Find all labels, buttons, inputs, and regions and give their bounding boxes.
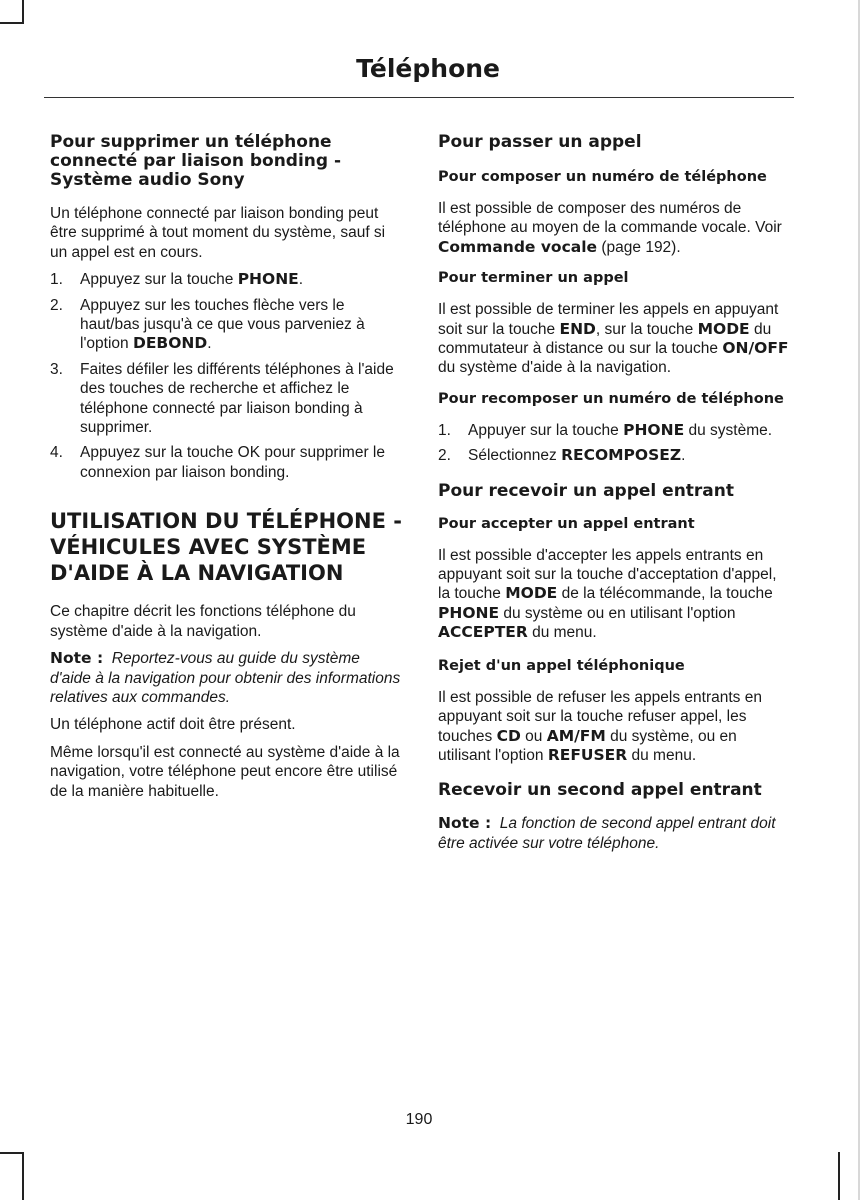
crop-mark-bottom-left <box>22 1152 24 1200</box>
step-number: 1. <box>50 271 63 289</box>
active-phone-text: Un téléphone actif doit être présent. <box>50 716 296 734</box>
crop-mark-top-left <box>22 0 24 24</box>
section-heading-make-call: Pour passer un appel <box>438 132 642 152</box>
compose-text: Il est possible de composer des numéros de téléphone au moyen de la commande vocale. Voir Commande vocale (page 192). <box>438 200 782 256</box>
subheading-accept: Pour accepter un appel entrant <box>438 515 695 532</box>
crop-mark-bottom-right <box>838 1152 840 1200</box>
end-call-text: Il est possible de terminer les appels en appuyant soit sur la touche END, sur la touche MODE du commutateur à distance ou sur la touche ON/OFF du système d'aide à la navigation. <box>438 301 789 377</box>
right-column <box>438 133 790 853</box>
crop-mark-right-edge <box>858 0 860 1200</box>
redial-steps-list <box>438 421 790 466</box>
note-label: Note : <box>50 649 104 668</box>
title-divider <box>44 97 794 98</box>
subheading-end-call: Pour terminer un appel <box>438 270 629 287</box>
accept-call-text: Il est possible d'accepter les appels entrants en appuyant soit sur la touche d'acceptation d'appel, la touche MODE de la télécommande, la touche PHONE du système ou en utilisant l'option ACCEPTER du menu. <box>438 546 777 642</box>
step-number: 3. <box>50 360 63 378</box>
section-heading-delete-phone: Pour supprimer un téléphone connecté par liaison bonding - Système audio Sony <box>50 132 342 190</box>
note-label: Note : <box>438 814 492 833</box>
step-number: 2. <box>50 296 63 314</box>
subheading-redial: Pour recomposer un numéro de téléphone <box>438 390 784 407</box>
list-item: 2. Appuyez sur les touches flèche vers le haut/bas jusqu'à ce que vous parveniez à l'option DEBOND. <box>50 296 365 353</box>
page-number: 190 <box>405 1111 433 1128</box>
note-navigation-guide: Note : Reportez-vous au guide du système d'aide à la navigation pour obtenir des informations relatives aux commandes. <box>50 649 401 706</box>
note-second-call: Note : La fonction de second appel entrant doit être activée sur votre téléphone. <box>438 814 776 852</box>
left-column <box>50 133 402 801</box>
page-title: Téléphone <box>356 54 500 83</box>
list-item: 3. Faites défiler les différents téléphones à l'aide des touches de recherche et affichez le téléphone connecté par liaison bonding à supprimer. <box>50 360 394 437</box>
step-number: 4. <box>50 444 63 462</box>
chapter-intro: Ce chapitre décrit les fonctions téléphone du système d'aide à la navigation. <box>50 603 356 640</box>
section-heading-receive-call: Pour recevoir un appel entrant <box>438 480 735 501</box>
list-item: 1. Appuyer sur la touche PHONE du système. <box>438 420 773 439</box>
step-number: 1. <box>438 421 451 439</box>
list-item: 1. Appuyez sur la touche PHONE. <box>50 270 304 289</box>
cross-reference-voice-command: Commande vocale <box>438 237 598 256</box>
connected-phone-text: Même lorsqu'il est connecté au système d'aide à la navigation, votre téléphone peut encore être utilisé de la manière habituelle. <box>50 743 400 800</box>
delete-steps-list <box>50 270 402 482</box>
section-heading-second-call: Recevoir un second appel entrant <box>438 780 762 801</box>
subheading-compose: Pour composer un numéro de téléphone <box>438 169 767 185</box>
crop-mark-top-left-h <box>0 22 24 24</box>
reject-call-text: Il est possible de refuser les appels entrants en appuyant soit sur la touche refuser appel, les touches CD ou AM/FM du système, ou en utilisant l'option REFUSER du menu. <box>438 688 762 764</box>
crop-mark-bottom-left-h <box>0 1152 24 1154</box>
chapter-heading-navigation-phone: UTILISATION DU TÉLÉPHONE - VÉHICULES AVEC SYSTÈME D'AIDE À LA NAVIGATION <box>50 509 402 586</box>
delete-intro: Un téléphone connecté par liaison bonding peut être supprimé à tout moment du système, sauf si un appel est en cours. <box>50 205 386 261</box>
list-item: 4. Appuyez sur la touche OK pour supprimer le connexion par liaison bonding. <box>50 444 385 481</box>
subheading-reject: Rejet d'un appel téléphonique <box>438 657 685 674</box>
list-item: 2. Sélectionnez RECOMPOSEZ. <box>438 446 686 465</box>
step-number: 2. <box>438 447 451 465</box>
